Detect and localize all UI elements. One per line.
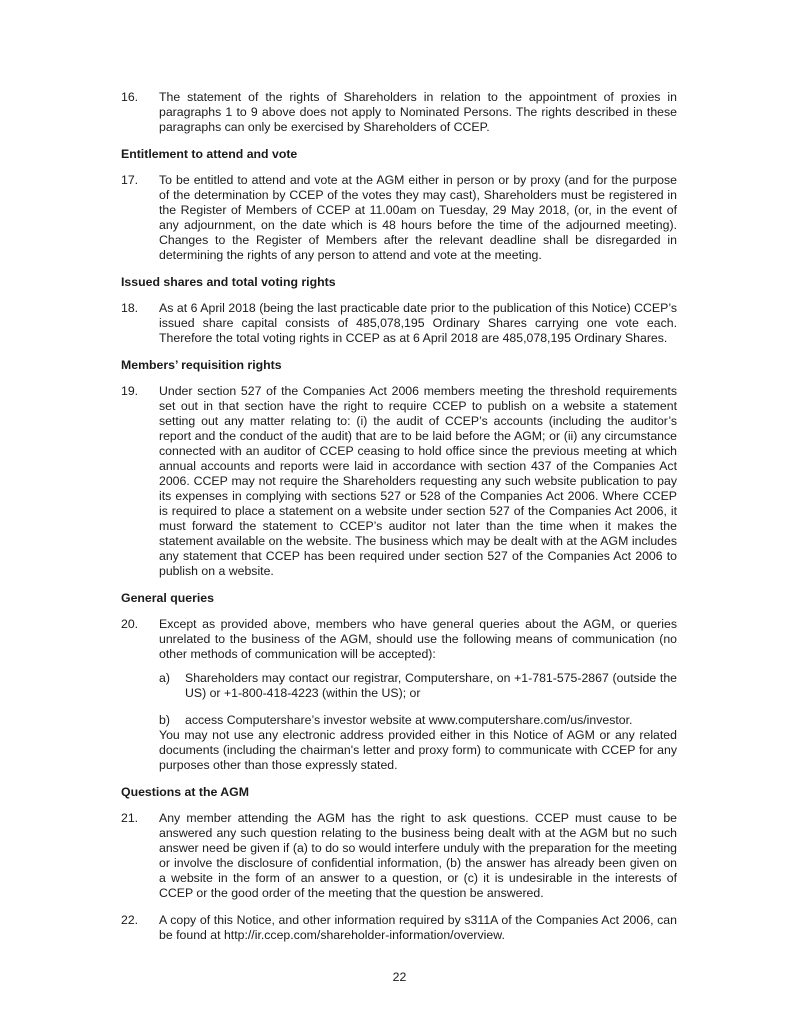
paragraph-21 [121, 811, 677, 901]
page-number: 22 [392, 970, 407, 984]
paragraph-text: Any member attending the AGM has the right to ask questions. CCEP must cause to be answered any such question relating to the business being dealt with at the AGM but no such answer need be given if (a) to do so would interfere unduly with the preparation for the meeting or involve the disclosure of confidential information, (b) the answer has already been given on a website in the form of an answer to a question, or (c) it is undesirable in the interests of CCEP or the good order of the meeting that the question be answered. [159, 811, 677, 900]
paragraph-16 [121, 90, 677, 135]
paragraph-number: 22. [121, 913, 139, 927]
paragraph-number: 16. [121, 90, 139, 104]
paragraph-22 [121, 913, 677, 943]
sub-item-letter: b) [159, 713, 170, 727]
section-heading-issued-shares: Issued shares and total voting rights [121, 275, 336, 289]
paragraph-18 [121, 301, 677, 346]
paragraph-text: Except as provided above, members who have general queries about the AGM, or queries unrelated to the business of the AGM, should use the following means of communication (no other methods of communication will be accepted): [159, 617, 677, 661]
sub-item-text: Shareholders may contact our registrar, Computershare, on +1-781-575-2867 (outside the US) or +1-800-418-4223 (within the US); or [185, 671, 677, 700]
paragraph-19 [121, 384, 677, 579]
section-heading-general-queries: General queries [121, 591, 214, 605]
section-heading-questions: Questions at the AGM [121, 785, 249, 799]
section-heading-entitlement: Entitlement to attend and vote [121, 147, 298, 161]
sub-item-b [159, 713, 677, 728]
paragraph-number: 18. [121, 301, 139, 315]
sub-item-a [159, 671, 677, 701]
paragraph-continuation: You may not use any electronic address provided either in this Notice of AGM or any related documents (including the chairman's letter and proxy form) to communicate with CCEP for any purposes other than those expressly stated. [159, 728, 677, 772]
paragraph-number: 20. [121, 617, 139, 631]
paragraph-number: 17. [121, 173, 139, 187]
section-heading-requisition: Members’ requisition rights [121, 358, 282, 372]
paragraph-text: A copy of this Notice, and other information required by s311A of the Companies Act 2006, can be found at http://ir.ccep.com/shareholder-information/overview. [159, 913, 677, 942]
paragraph-text: The statement of the rights of Shareholders in relation to the appointment of proxies in paragraphs 1 to 9 above does not apply to Nominated Persons. The rights described in these paragraphs can only be exercised by Shareholders of CCEP. [159, 90, 677, 134]
paragraph-number: 19. [121, 384, 139, 398]
paragraph-17 [121, 173, 677, 263]
paragraph-text: Under section 527 of the Companies Act 2006 members meeting the threshold requirements set out in that section have the right to require CCEP to publish on a website a statement setting out any matter relating to: (i) the audit of CCEP’s accounts (including the auditor’s report and the conduct of the audit) that are to be laid before the AGM; or (ii) any circumstance connected with an auditor of CCEP ceasing to hold office since the previous meeting at which annual accounts and reports were laid in accordance with section 437 of the Companies Act 2006. CCEP may not require the Shareholders requesting any such website publication to pay its expenses in complying with sections 527 or 528 of the Companies Act 2006. Where CCEP is required to place a statement on a website under section 527 of the Companies Act 2006, it must forward the statement to CCEP’s auditor not later than the time when it makes the statement available on the website. The business which may be dealt with at the AGM includes any statement that CCEP has been required under section 527 of the Companies Act 2006 to publish on a website. [159, 384, 677, 578]
paragraph-text: To be entitled to attend and vote at the AGM either in person or by proxy (and for the purpose of the determination by CCEP of the votes they may cast), Shareholders must be registered in the Register of Members of CCEP at 11.00am on Tuesday, 29 May 2018, (or, in the event of any adjournment, on the date which is 48 hours before the time of the adjourned meeting). Changes to the Register of Members after the relevant deadline shall be disregarded in determining the rights of any person to attend and vote at the meeting. [159, 173, 677, 262]
paragraph-number: 21. [121, 811, 139, 825]
document-page [121, 90, 677, 943]
paragraph-20 [121, 617, 677, 773]
sub-item-letter: a) [159, 671, 170, 685]
paragraph-text: As at 6 April 2018 (being the last practicable date prior to the publication of this Notice) CCEP’s issued share capital consists of 485,078,195 Ordinary Shares carrying one vote each. Therefore the total voting rights in CCEP as at 6 April 2018 are 485,078,195 Ordinary Shares. [159, 301, 677, 345]
sub-item-text: access Computershare’s investor website at www.computershare.com/us/investor. [185, 713, 633, 727]
